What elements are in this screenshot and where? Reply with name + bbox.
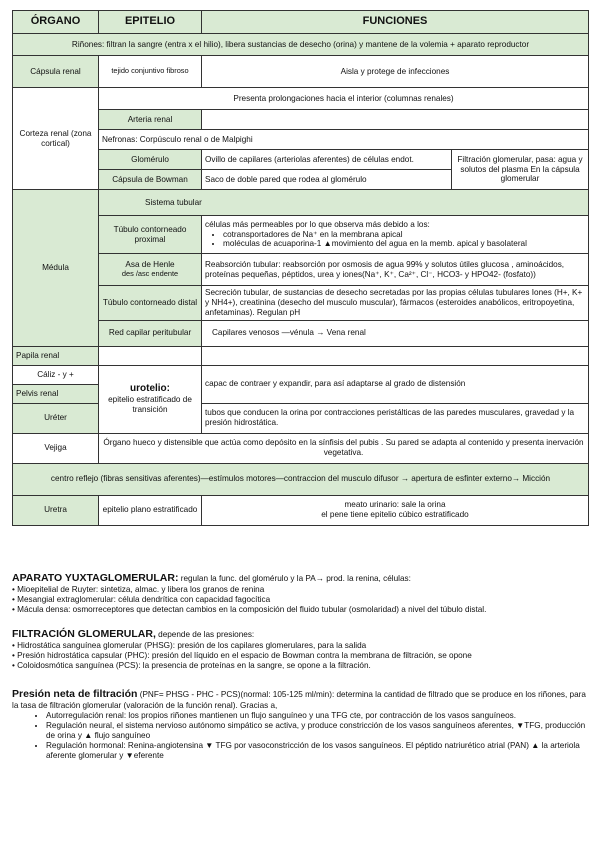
yuxta-item: • Mioepitelial de Ruyter: sintetiza, almac. y libera los granos de renina (12, 584, 265, 594)
filtracion-intro: depende de las presiones: (155, 630, 255, 639)
proximal-funcion (202, 216, 589, 254)
uretra-funcion-2: el pene tiene epitelio cúbico estratificado (321, 510, 469, 520)
papila-epi-blank (99, 346, 202, 365)
red-capilar-label: Red capilar peritubular (99, 320, 202, 346)
corteza-row-2 (13, 110, 589, 130)
header-funciones: FUNCIONES (202, 11, 589, 34)
filtracion-item: • Hidrostática sanguínea glomerular (PHSG): presión de los capilares glomerulares, para la salida (12, 640, 367, 650)
filtracion-section (12, 628, 588, 671)
red-capilar-funcion: Capilares venosos —vénula → Vena renal (202, 320, 589, 346)
bowman-funcion: Saco de doble pared que rodea al glomérulo (202, 170, 452, 190)
arteria-renal-blank (202, 110, 589, 130)
pelvis-organ: Pelvis renal (13, 384, 99, 403)
ureter-organ: Uréter (13, 403, 99, 433)
yuxta-item: • Mácula densa: osmorreceptores que detectan cambios en la composición del fluido tubular (osmolaridad) a nivel del túbulo distal. (12, 604, 487, 614)
uretra-funcion-1: meato urinario: sale la orina (344, 500, 446, 510)
filtracion-title: FILTRACIÓN GLOMERULAR, (12, 628, 156, 640)
arteria-renal: Arteria renal (99, 110, 202, 130)
medula-row-1 (13, 190, 589, 216)
glomerulo-label: Glomérulo (99, 150, 202, 170)
nefronas-label: Nefronas: Corpúsculo renal o de Malpighi (99, 130, 589, 150)
sistema-tubular: Sistema tubular (99, 190, 589, 216)
uretra-funcion (202, 495, 589, 525)
corteza-prolongaciones: Presenta prolongaciones hacia el interior (columnas renales) (99, 88, 589, 110)
presion-item: • Autorregulación renal: los propios riñones mantienen un flujo sanguíneo y una TFG cte, por contracción de los vasos sanguíneos. (46, 711, 588, 721)
distal-label: Túbulo contorneado distal (99, 286, 202, 321)
capsula-epitelio: tejido conjuntivo fibroso (99, 56, 202, 88)
filtracion-item: • Coloidosmótica sanguínea (PCS): la presencia de proteínas en la sangre, se opone a la filtración. (12, 660, 371, 670)
yuxtaglomerular-section (12, 572, 588, 615)
distal-row (13, 286, 589, 321)
yuxta-title: APARATO YUXTAGLOMERULAR: (12, 572, 179, 584)
corteza-row-3 (13, 130, 589, 150)
proximal-item: • moléculas de acuaporina-1 ▲movimiento del agua en la memb. apical y basolateral (223, 239, 585, 249)
table-header-row (13, 11, 589, 34)
glomerulo-funcion: Ovillo de capilares (arteriolas aferentes) de células endot. (202, 150, 452, 170)
red-capilar-row (13, 320, 589, 346)
yuxta-intro: regulan la func. del glomérulo y la PA→ prod. la renina, células: (178, 574, 411, 583)
presion-item: • Regulación hormonal: Renina-angiotensina ▼ TFG por vasoconstricción de los vasos sanguíneos. El péptido natriurético atrial (PAN) ▲ la arteriola aferente glomerular y ▼eferente (46, 741, 588, 761)
proximal-intro: células más permeables por lo que observa más debido a los: (205, 219, 430, 229)
caliz-pelvis-funcion: capac de contraer y expandir, para así adaptarse al grado de distensión (202, 365, 589, 403)
uretra-epitelio: epitelio plano estratificado (99, 495, 202, 525)
capsula-funcion: Aisla y protege de infecciones (202, 56, 589, 88)
bowman-label: Cápsula de Bowman (99, 170, 202, 190)
rinones-row (13, 34, 589, 56)
proximal-list (205, 230, 585, 250)
urotelio-title: urotelio: (130, 383, 170, 395)
urotelio-cell (99, 365, 202, 433)
henle-subtitle: des /asc endente (121, 268, 179, 278)
ureter-funcion: tubos que conducen la orina por contracciones peristálticas de las paredes musculares, gravedad y la presión hidrostática. (202, 403, 589, 433)
papila-row (13, 346, 589, 365)
kidney-summary-table (12, 10, 589, 526)
filtracion-glomerular-note: Filtración glomerular, pasa: agua y solutos del plasma En la cápsula glomerular (452, 150, 589, 190)
henle-funcion: Reabsorción tubular: reabsorción por osmosis de agua 99% y solutos útiles glucosa , aminoácidos, proteínas pequeñas, péptidos, urea y iones(Na⁺, K⁺, Ca²⁺, Cl⁻, HCO3- y HPO42- (fosfato)) (202, 254, 589, 286)
rinones-description: Riñones: filtran la sangre (entra x el hilio), libera sustancias de desecho (orina) y mantene de la volemia + aparato reproductor (13, 34, 589, 56)
kidney-summary-table-wrapper (12, 10, 588, 526)
presion-intro: (PNF= PHSG - PHC - PCS)(normal: 105-125 ml/min): determina la cantidad de filtrado que se produce en los riñones, para la tasa de filtración glomerular (valoración de la función renal). Gracias a, (12, 690, 586, 710)
uretra-organ: Uretra (13, 495, 99, 525)
papila-organ: Papila renal (13, 346, 99, 365)
henle-title: Asa de Henle (125, 260, 175, 270)
presion-title: Presión neta de filtración (12, 688, 138, 700)
capsula-organ: Cápsula renal (13, 56, 99, 88)
urotelio-subtitle: epitelio estratificado de transición (108, 395, 192, 415)
proximal-row (13, 216, 589, 254)
proximal-item: • cotransportadores de Na⁺ en la membrana apical (223, 230, 585, 240)
reflejo-row (13, 463, 589, 495)
corteza-organ: Corteza renal (zona cortical) (13, 88, 99, 190)
yuxta-item: • Mesangial extraglomerular: célula dendrítica con capacidad fagocítica (12, 594, 271, 604)
vejiga-organ: Vejiga (13, 433, 99, 463)
presion-item: • Regulación neural, el sistema nervioso autónomo simpático se activa, y produce constricción de los vasos sanguíneos aferentes, ▼TFG, producción de orina y ▲ flujo sanguíneo (46, 721, 588, 741)
medula-organ: Médula (13, 190, 99, 347)
caliz-row (13, 365, 589, 384)
vejiga-funcion: Órgano hueco y distensible que actúa como depósito en la sínfisis del pubis . Su pared se adapta al contenido y presenta inervación vegetativa. (99, 433, 589, 463)
caliz-organ: Cáliz - y + (13, 365, 99, 384)
header-organo: ÓRGANO (13, 11, 99, 34)
papila-func-blank (202, 346, 589, 365)
corteza-row-1 (13, 88, 589, 110)
filtracion-item: • Presión hidrostática capsular (PHC): presión del líquido en el espacio de Bowman contra la membrana de filtración, se opone (12, 650, 472, 660)
henle-row (13, 254, 589, 286)
glomerulo-row (13, 150, 589, 170)
presion-section (12, 688, 588, 761)
header-epitelio: EPITELIO (99, 11, 202, 34)
reflejo-miccion: centro reflejo (fibras sensitivas aferentes)—estímulos motores—contraccion del musculo difusor → apertura de esfinter externo→ Micción (13, 463, 589, 495)
proximal-label: Túbulo contorneado proximal (99, 216, 202, 254)
henle-label (99, 254, 202, 286)
distal-funcion: Secreción tubular, de sustancias de desecho secretadas por las propias células tubulares Iones (H+, K+ y NH4+), creatinina (desecho del musculo muscular), fármacos (esteroides anabólicos, eritropoyetina, anfetaminas). Regulan pH (202, 286, 589, 321)
uretra-row (13, 495, 589, 525)
vejiga-row (13, 433, 589, 463)
capsula-row (13, 56, 589, 88)
presion-list (12, 711, 588, 761)
